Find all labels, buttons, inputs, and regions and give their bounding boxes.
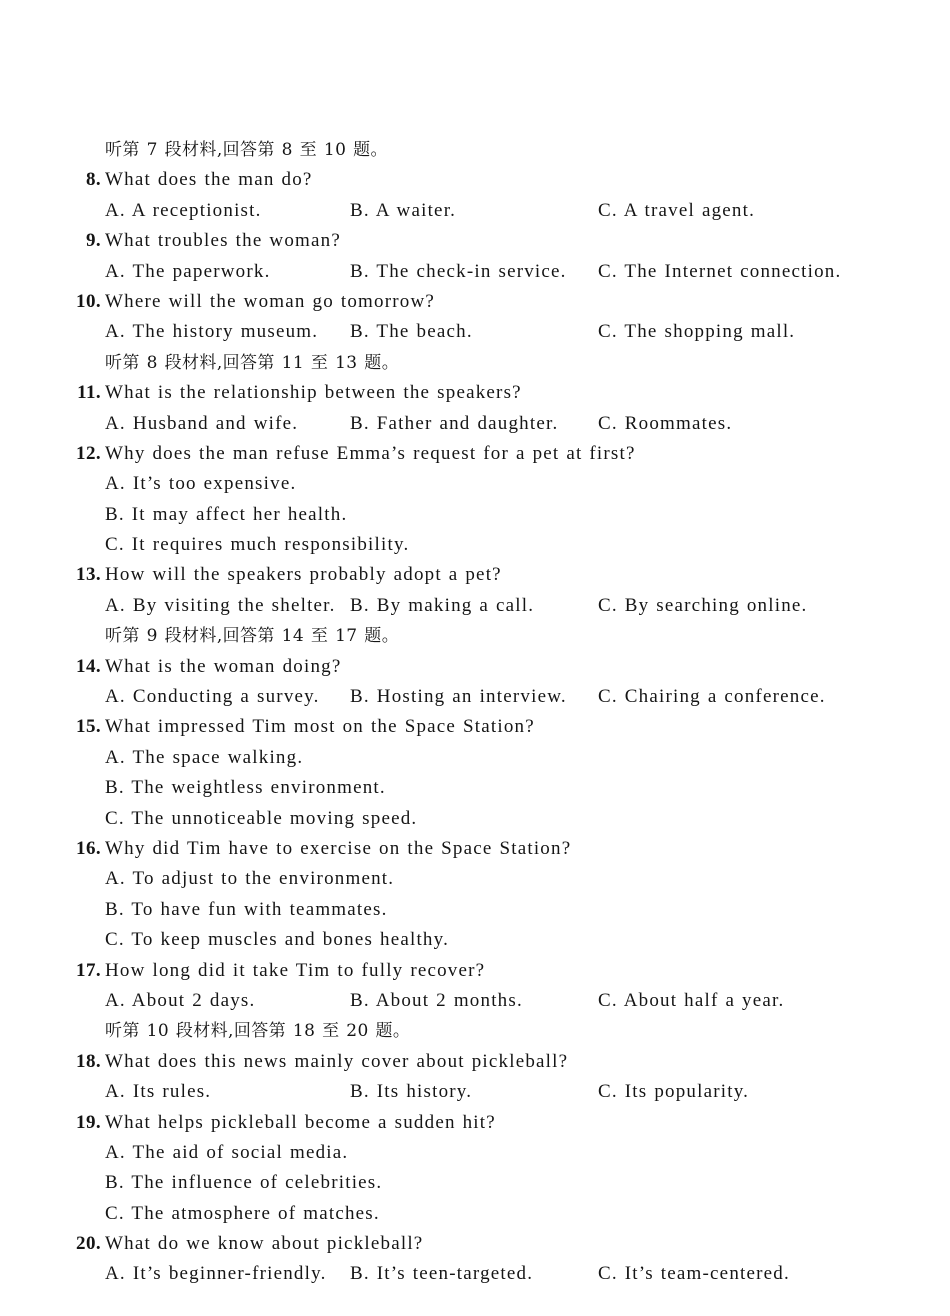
options-row bbox=[0, 1259, 950, 1289]
option-c: C. Chairing a conference. bbox=[598, 686, 826, 708]
option-line bbox=[0, 743, 950, 773]
question-line bbox=[0, 956, 950, 986]
question-line bbox=[0, 1047, 950, 1077]
question-text: How will the speakers probably adopt a pet? bbox=[105, 564, 502, 586]
option-line bbox=[0, 530, 950, 560]
question-18 bbox=[0, 1047, 950, 1108]
option-line bbox=[0, 773, 950, 803]
question-line bbox=[0, 712, 950, 742]
question-text: What is the woman doing? bbox=[105, 655, 342, 677]
option-a: A. Its rules. bbox=[105, 1081, 212, 1103]
question-number: 20. bbox=[76, 1233, 101, 1255]
question-number: 11. bbox=[77, 382, 101, 404]
question-number: 16. bbox=[76, 837, 101, 859]
option-line bbox=[0, 500, 950, 530]
option-a: A. It’s beginner-friendly. bbox=[105, 1263, 327, 1285]
option-line bbox=[0, 1199, 950, 1229]
options-row bbox=[0, 591, 950, 621]
question-line bbox=[0, 1108, 950, 1138]
option-a: A. A receptionist. bbox=[105, 199, 262, 221]
option-a: A. By visiting the shelter. bbox=[105, 594, 336, 616]
option-b: B. By making a call. bbox=[350, 594, 535, 616]
question-line bbox=[0, 287, 950, 317]
question-number: 8. bbox=[85, 169, 101, 191]
question-text: What do we know about pickleball? bbox=[105, 1233, 424, 1255]
options-row bbox=[0, 986, 950, 1016]
option-b: B. The check-in service. bbox=[350, 260, 567, 282]
option-c: C. It requires much responsibility. bbox=[105, 534, 410, 556]
question-number: 9. bbox=[85, 230, 101, 252]
question-number: 14. bbox=[76, 655, 101, 677]
options-row bbox=[0, 682, 950, 712]
option-line bbox=[0, 469, 950, 499]
option-b: B. To have fun with teammates. bbox=[105, 898, 388, 920]
question-number: 12. bbox=[76, 442, 101, 464]
option-a: A. Husband and wife. bbox=[105, 412, 299, 434]
question-number: 19. bbox=[76, 1111, 101, 1133]
question-text: How long did it take Tim to fully recover? bbox=[105, 959, 486, 981]
question-line bbox=[0, 1229, 950, 1259]
option-b: B. Hosting an interview. bbox=[350, 686, 567, 708]
option-c: C. Roommates. bbox=[598, 412, 733, 434]
section-heading: 听第 8 段材料,回答第 11 至 13 题。 bbox=[105, 352, 400, 373]
question-16 bbox=[0, 834, 950, 956]
question-line bbox=[0, 560, 950, 590]
section-heading: 听第 9 段材料,回答第 14 至 17 题。 bbox=[105, 626, 400, 647]
question-10 bbox=[0, 287, 950, 348]
options-row bbox=[0, 257, 950, 287]
question-text: What impressed Tim most on the Space Station? bbox=[105, 716, 535, 738]
question-14 bbox=[0, 652, 950, 713]
option-a: A. About 2 days. bbox=[105, 989, 256, 1011]
option-c: C. It’s team-centered. bbox=[598, 1263, 790, 1285]
option-c: C. To keep muscles and bones healthy. bbox=[105, 929, 450, 951]
question-number: 15. bbox=[76, 716, 101, 738]
option-line bbox=[0, 864, 950, 894]
option-b: B. A waiter. bbox=[350, 199, 457, 221]
question-line bbox=[0, 165, 950, 195]
question-line bbox=[0, 226, 950, 256]
section-heading: 听第 7 段材料,回答第 8 至 10 题。 bbox=[105, 140, 388, 160]
option-b: B. The influence of celebrities. bbox=[105, 1172, 383, 1194]
listening-questions bbox=[0, 135, 950, 1290]
option-b: B. It’s teen-targeted. bbox=[350, 1263, 534, 1285]
question-line bbox=[0, 652, 950, 682]
option-c: C. The Internet connection. bbox=[598, 260, 842, 282]
option-a: A. The aid of social media. bbox=[105, 1141, 349, 1163]
option-a: A. To adjust to the environment. bbox=[105, 868, 395, 890]
option-a: A. The space walking. bbox=[105, 746, 304, 768]
section-heading: 听第 10 段材料,回答第 18 至 20 题。 bbox=[105, 1021, 411, 1042]
option-b: B. About 2 months. bbox=[350, 989, 523, 1011]
question-text: What troubles the woman? bbox=[105, 230, 341, 252]
question-text: Why does the man refuse Emma’s request for a pet at first? bbox=[105, 442, 636, 464]
question-8 bbox=[0, 165, 950, 226]
options-row bbox=[0, 317, 950, 347]
option-line bbox=[0, 804, 950, 834]
option-c: C. The unnoticeable moving speed. bbox=[105, 807, 418, 829]
question-15 bbox=[0, 712, 950, 834]
question-19 bbox=[0, 1108, 950, 1230]
option-line bbox=[0, 925, 950, 955]
option-line bbox=[0, 1168, 950, 1198]
question-13 bbox=[0, 560, 950, 621]
question-line bbox=[0, 834, 950, 864]
option-b: B. It may affect her health. bbox=[105, 503, 348, 525]
question-text: What does this news mainly cover about pickleball? bbox=[105, 1050, 569, 1072]
question-text: What helps pickleball become a sudden hit? bbox=[105, 1111, 496, 1133]
question-number: 17. bbox=[76, 959, 101, 981]
question-number: 13. bbox=[76, 564, 101, 586]
question-text: Why did Tim have to exercise on the Space Station? bbox=[105, 837, 572, 859]
option-c: C. The atmosphere of matches. bbox=[105, 1202, 380, 1224]
question-text: What is the relationship between the speakers? bbox=[105, 382, 522, 404]
option-b: B. The beach. bbox=[350, 321, 473, 343]
options-row bbox=[0, 1077, 950, 1107]
question-text: What does the man do? bbox=[105, 169, 313, 191]
question-12 bbox=[0, 439, 950, 561]
question-number: 10. bbox=[76, 290, 101, 312]
option-a: A. It’s too expensive. bbox=[105, 473, 297, 495]
options-row bbox=[0, 196, 950, 226]
question-20 bbox=[0, 1229, 950, 1290]
option-a: A. Conducting a survey. bbox=[105, 686, 320, 708]
option-c: C. A travel agent. bbox=[598, 199, 756, 221]
question-line bbox=[0, 378, 950, 408]
option-line bbox=[0, 895, 950, 925]
option-b: B. The weightless environment. bbox=[105, 777, 386, 799]
question-text: Where will the woman go tomorrow? bbox=[105, 290, 436, 312]
question-9 bbox=[0, 226, 950, 287]
options-row bbox=[0, 409, 950, 439]
question-number: 18. bbox=[76, 1050, 101, 1072]
question-17 bbox=[0, 956, 950, 1017]
option-c: C. About half a year. bbox=[598, 989, 785, 1011]
question-11 bbox=[0, 378, 950, 439]
option-b: B. Father and daughter. bbox=[350, 412, 559, 434]
option-b: B. Its history. bbox=[350, 1081, 473, 1103]
option-c: C. By searching online. bbox=[598, 594, 808, 616]
option-c: C. Its popularity. bbox=[598, 1081, 750, 1103]
question-line bbox=[0, 439, 950, 469]
option-c: C. The shopping mall. bbox=[598, 321, 796, 343]
option-a: A. The paperwork. bbox=[105, 260, 271, 282]
option-line bbox=[0, 1138, 950, 1168]
option-a: A. The history museum. bbox=[105, 321, 319, 343]
